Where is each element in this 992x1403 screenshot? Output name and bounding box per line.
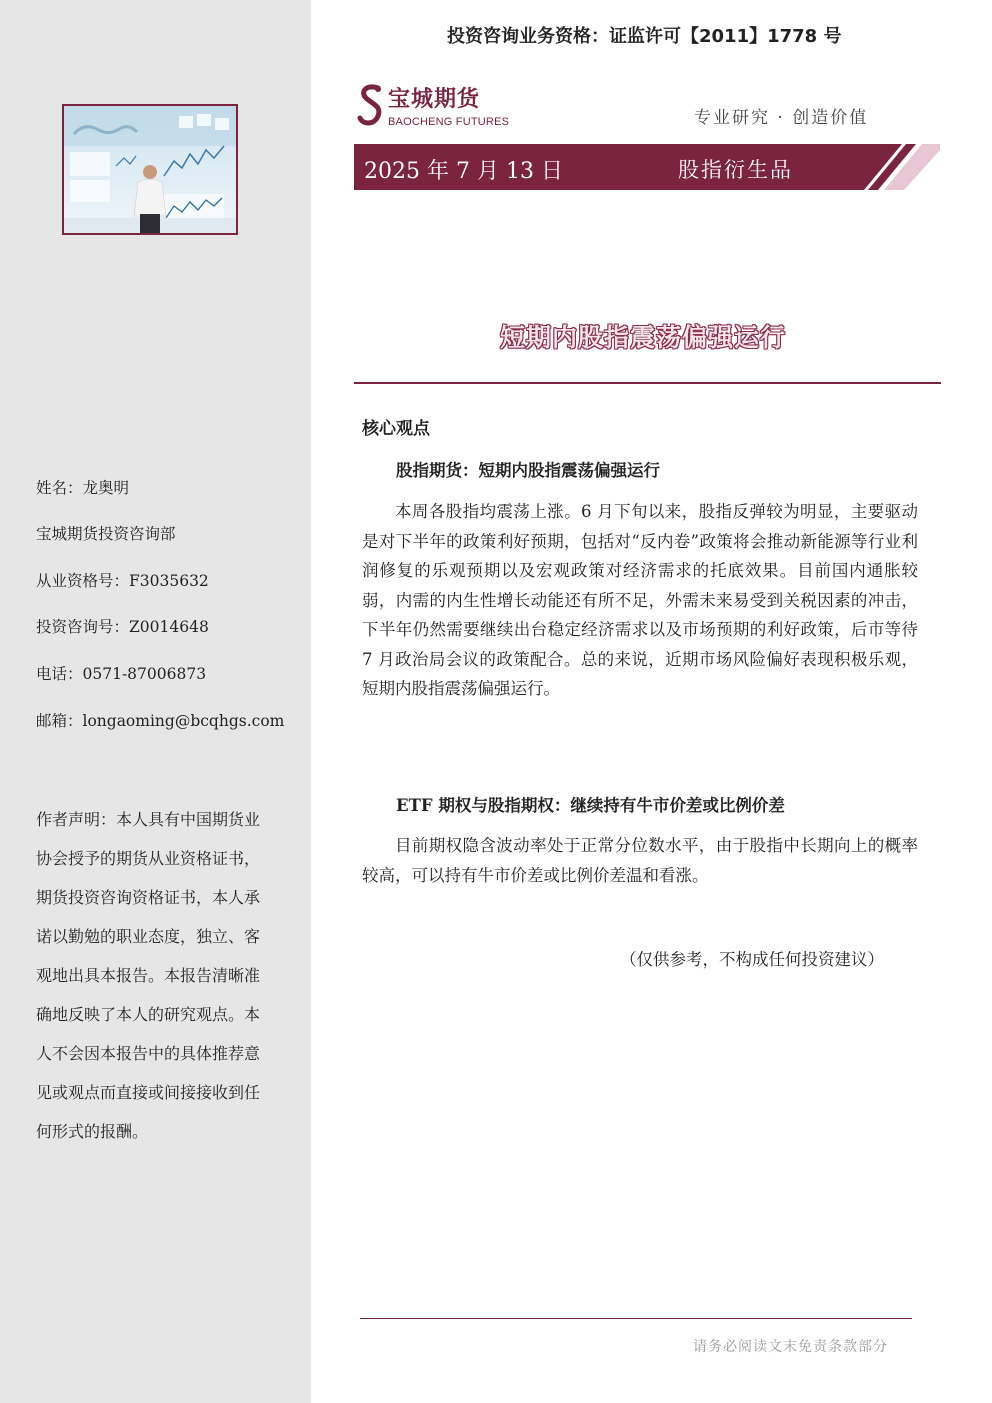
certification: 投资咨询业务资格：证监许可【2011】1778 号 [447, 26, 842, 47]
report-category: 股指衍生品 [678, 158, 793, 182]
subhead-futures: 股指期货：短期内股指震荡偏强运行 [396, 461, 660, 480]
disclaimer: （仅供参考，不构成任何投资建议） [620, 950, 884, 969]
report-date: 2025 年 7 月 13 日 [364, 159, 563, 184]
logo-name-cn: 宝城期货 [388, 87, 481, 112]
hero-image [62, 104, 238, 235]
paragraph-options: 目前期权隐含波动率处于正常分位数水平，由于股指中长期向上的概率较高，可以持有牛市价差或比例价差温和看涨。 [362, 836, 918, 885]
sidebar [0, 0, 311, 1403]
logo-name-en: BAOCHENG FUTURES [388, 116, 510, 128]
subhead-options: ETF 期权与股指期权：继续持有牛市价差或比例价差 [396, 796, 785, 815]
slogan: 专业研究 · 创造价值 [694, 108, 869, 128]
company-logo [356, 82, 526, 132]
author-declaration: 作者声明：本人具有中国期货业协会授予的期货从业资格证书，期货投资咨询资格证书，本人承诺以勤勉的职业态度，独立、客观地出具本报告。本报告清晰准确地反映了本人的研究观点。本人不会因本报告中的具体推荐意见或观点而直接或间接接收到任何形式的报酬。 [36, 810, 261, 1141]
phone: 电话：0571-87006873 [36, 665, 207, 683]
title-divider [354, 382, 941, 384]
businessman-charts-image [64, 106, 236, 233]
section-label: 核心观点 [362, 419, 430, 439]
footer-divider [360, 1318, 912, 1319]
analyst-name: 姓名：龙奥明 [36, 479, 130, 497]
department: 宝城期货投资咨询部 [36, 525, 176, 543]
advisory-cert: 投资咨询号：Z0014648 [36, 618, 209, 636]
report-title: 短期内股指震荡偏强运行 [500, 323, 787, 352]
paragraph-futures: 本周各股指均震荡上涨。6 月下旬以来，股指反弹较为明显，主要驱动是对下半年的政策利好预期，包括对“反内卷”政策将会推动新能源等行业利润修复的乐观预期以及宏观政策对经济需求的托底效果。目前国内通胀较弱，内需的内生性增长动能还有所不足，外需未来易受到关税因素的冲击，下半年仍然需要继续出台稳定经济需求以及市场预期的利好政策，后市等待 7 月政治局会议的政策配合。总的来说，近期市场风险偏好表现积极乐观，短期内股指震荡偏强运行。 [362, 502, 918, 698]
email-link[interactable]: 邮箱：longaoming@bcqhgs.com [36, 712, 285, 730]
practice-cert: 从业资格号：F3035632 [36, 572, 209, 590]
footer-notice: 请务必阅读文末免责条款部分 [693, 1339, 888, 1355]
logo-mark-icon [356, 82, 386, 130]
